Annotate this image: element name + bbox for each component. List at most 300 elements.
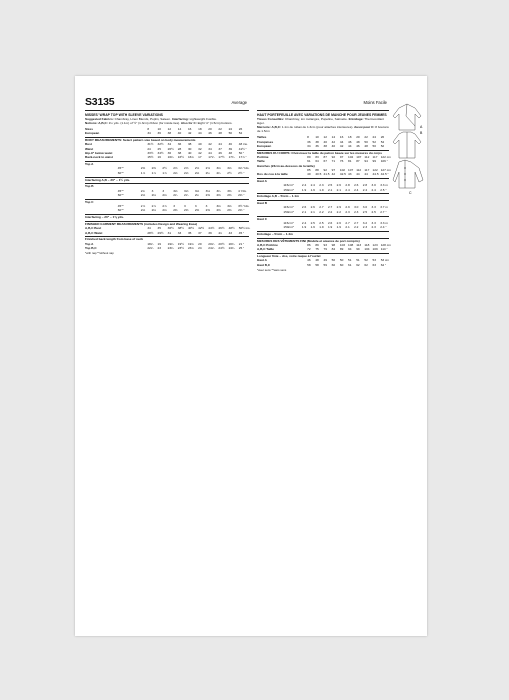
- table-cell: 87: [356, 159, 360, 164]
- row-label: [257, 225, 283, 229]
- table-cell: 109: [372, 247, 378, 252]
- row-sub-label: 115cm*: [283, 205, 294, 210]
- table-cell: 32: [198, 146, 202, 151]
- table-cell: 79: [323, 247, 327, 252]
- row-label: [85, 193, 118, 197]
- table-cell: 2⅜: [184, 208, 189, 213]
- table-cell: 1⅞: [151, 170, 156, 175]
- table-cell: 3⅛: [227, 204, 232, 209]
- table-cell: 72: [307, 247, 311, 252]
- table-cell: 2.3: [345, 209, 350, 214]
- measurement-table: [257, 243, 389, 252]
- table-cell: 2.3: [354, 209, 359, 214]
- measurement-table: [257, 155, 389, 176]
- row-label: A,B,C Waist: [85, 230, 103, 235]
- table-cell: 3⅛: [216, 166, 221, 171]
- table-cell: 8: [147, 127, 150, 132]
- measurement-table: [85, 166, 249, 175]
- table-cell: 108: [348, 243, 354, 248]
- table-cell: 128 cm: [380, 243, 391, 248]
- table-cell: 3⅛: [216, 204, 221, 209]
- table-cell: 49: [323, 258, 327, 263]
- table-cell: 127 cm: [380, 167, 391, 172]
- back-length-heading: Finished back length from base of neck: [85, 236, 249, 241]
- measurement-table: [257, 258, 389, 267]
- table-cell: 2¼: [205, 170, 210, 175]
- table-row: [257, 172, 389, 176]
- garment-title: HAUT PORTEFEUILLE AVEC VARIATIONS DE MANCHE POUR JEUNES FEMMES: [257, 112, 387, 117]
- table-cell: 60: [331, 262, 336, 267]
- table-cell: 25 ": [238, 245, 245, 250]
- row-sub-label: 115cm*: [283, 183, 294, 188]
- table-cell: 26: [238, 127, 243, 132]
- table-cell: 36: [167, 151, 172, 156]
- table-cell: 39: [208, 230, 212, 235]
- fabrics-text: [257, 117, 389, 125]
- table-cell: 2⅛: [151, 192, 156, 197]
- table-cell: 51: [348, 258, 352, 263]
- table-cell: 64: [315, 159, 319, 164]
- row-label: Hanches (23cm au-dessous de la taille): [257, 163, 315, 168]
- table-cell: 46: [208, 131, 212, 136]
- table-row: [85, 155, 249, 159]
- table-cell: 2.4: [301, 183, 307, 188]
- table-cell: 24¼: [208, 245, 215, 250]
- table-cell: 2¼: [194, 192, 200, 197]
- table-cell: 24: [228, 127, 233, 132]
- table-cell: 20½: [218, 241, 225, 246]
- table-cell: 2⅜ ": [238, 208, 245, 213]
- table-cell: 40: [331, 143, 336, 148]
- table-cell: 3: [162, 188, 165, 193]
- fabrics-value: Chambray, Lin mélangés, Popeline, Satinette.: [285, 116, 348, 121]
- table-cell: 2¼: [216, 170, 221, 175]
- table-cell: 3.0: [354, 205, 359, 210]
- table-cell: 17⅞ ": [238, 155, 247, 160]
- table-cell: 86: [307, 243, 311, 248]
- table-cell: 48: [356, 139, 360, 144]
- table-cell: 98: [331, 243, 336, 248]
- table-cell: 2.5: [362, 209, 368, 214]
- table-cell: 42: [331, 139, 336, 144]
- table-cell: 35: [157, 226, 161, 231]
- table-cell: 44½: [208, 226, 215, 231]
- table-row: [257, 210, 389, 214]
- table-cell: 2.6: [327, 220, 333, 225]
- table-cell: 2.5: [327, 183, 333, 188]
- table-cell: 3: [173, 204, 175, 209]
- table-cell: 58: [307, 262, 311, 267]
- table-cell: 2½: [162, 166, 167, 171]
- table-cell: 2.4: [371, 187, 376, 192]
- table-cell: 2½: [227, 170, 232, 175]
- measurement-table: [85, 127, 249, 136]
- table-cell: 24: [198, 245, 202, 250]
- measurement-table: [257, 135, 389, 148]
- table-cell: 48: [364, 143, 368, 148]
- table-cell: 4 Yds.: [238, 188, 247, 193]
- table-cell: 107: [348, 167, 354, 172]
- table-cell: 34: [208, 146, 212, 151]
- table-cell: 52: [238, 131, 243, 136]
- row-sub-label: 60"*: [117, 192, 124, 197]
- table-cell: 33½: [147, 151, 154, 156]
- table-row: [85, 246, 249, 250]
- table-cell: 2.1: [336, 187, 341, 192]
- table-cell: 2⅜: [205, 192, 210, 197]
- table-cell: 2.4: [354, 187, 359, 192]
- table-cell: 2⅜: [216, 208, 221, 213]
- table-cell: 94: [348, 247, 352, 252]
- table-cell: 24½: [218, 245, 225, 250]
- table-cell: 12: [323, 135, 327, 140]
- table-cell: 104: [364, 247, 370, 252]
- table-cell: 2.7: [319, 205, 324, 210]
- table-cell: 31½: [147, 142, 154, 147]
- table-cell: 2.4: [301, 220, 307, 225]
- table-cell: 2.4 ": [380, 225, 387, 230]
- header: [257, 96, 389, 109]
- table-cell: 23½: [177, 245, 184, 250]
- table-cell: 93: [323, 243, 327, 248]
- table-cell: 12: [167, 127, 172, 132]
- interfacing-value: Thermocollant léger.: [257, 116, 384, 125]
- pattern-number: S3135: [85, 96, 115, 108]
- table-cell: 2.7 ": [380, 209, 387, 214]
- table-cell: 46: [348, 139, 352, 144]
- table-cell: 51: [356, 258, 360, 263]
- table-cell: 112: [356, 167, 362, 172]
- divider: [85, 110, 249, 111]
- table-cell: 102: [339, 167, 346, 172]
- table-cell: 44: [208, 151, 212, 156]
- table-cell: 2.1: [301, 209, 307, 214]
- table-cell: 2⅝: [173, 166, 178, 171]
- yardage-amount: – 20" – 1¼ yds.: [107, 177, 131, 182]
- table-cell: 2⅜: [194, 208, 200, 213]
- table-cell: 54: [380, 139, 385, 144]
- table-cell: 2.3: [362, 225, 368, 230]
- table-cell: 48½: [228, 226, 235, 231]
- table-cell: 123: [372, 243, 378, 248]
- table-cell: 2⅜: [227, 208, 232, 213]
- table-cell: 2⅜ ": [238, 192, 245, 197]
- english-column: [85, 96, 249, 255]
- row-sub-label: 60"*: [117, 170, 124, 175]
- table-cell: 89: [339, 247, 344, 252]
- table-cell: 40: [177, 131, 182, 136]
- table-cell: 1.9: [310, 187, 315, 192]
- table-cell: 2.9: [336, 205, 341, 210]
- view-yardage-label: Haut B: [257, 200, 389, 205]
- table-cell: 2¼: [184, 192, 189, 197]
- table-cell: 71: [331, 159, 336, 164]
- table-cell: 99: [372, 159, 376, 164]
- row-label: Haut B,C: [257, 262, 271, 267]
- row-label: Tailles: [257, 135, 267, 140]
- table-cell: 38: [167, 131, 172, 136]
- table-cell: 38: [177, 151, 182, 156]
- row-label: Haut A: [257, 258, 267, 263]
- table-cell: 113: [356, 243, 362, 248]
- table-cell: 17½: [218, 155, 225, 160]
- table-cell: 2.6: [301, 205, 307, 210]
- yardage-label: Entoilage: [257, 231, 271, 236]
- interfacing-yardage: [257, 193, 389, 198]
- table-cell: 36: [177, 142, 182, 147]
- table-cell: 17¾: [228, 155, 235, 160]
- table-cell: 3¼: [216, 188, 221, 193]
- difficulty-level: Average: [231, 100, 247, 105]
- measurement-table: [257, 221, 389, 230]
- top-front-back-drawing: [393, 104, 421, 158]
- table-cell: 2.5: [371, 209, 376, 214]
- row-sub-label: 115cm*: [283, 220, 294, 225]
- pattern-envelope-back: [75, 76, 427, 636]
- measurement-table: [85, 142, 249, 159]
- table-cell: 2⅝: [184, 166, 189, 171]
- table-cell: 3⅛: [227, 166, 232, 171]
- yardage-label: Interfacing A,B: [85, 177, 107, 182]
- table-cell: 52: [372, 139, 376, 144]
- table-cell: 28½: [147, 230, 154, 235]
- body-measurements-heading: BODY MEASUREMENTS: Select pattern size based on body measurements: [85, 137, 249, 142]
- row-label: Dos du cou à la taille: [257, 172, 288, 177]
- notions-label: Mercerie: A,B,C:: [257, 125, 281, 130]
- table-cell: 3.3 m: [380, 220, 388, 225]
- table-cell: 1.9: [327, 225, 333, 230]
- table-cell: 2.4: [362, 187, 368, 192]
- table-cell: 35: [187, 230, 192, 235]
- interfacing-yardage: [85, 177, 249, 182]
- table-cell: 41½ ": [238, 146, 247, 151]
- table-cell: 1.9: [319, 187, 324, 192]
- table-cell: 52: [364, 258, 368, 263]
- sleeve-variation-drawing: [393, 160, 423, 188]
- table-cell: 40½: [187, 226, 194, 231]
- table-cell: 38: [323, 143, 327, 148]
- row-label: Taille: [257, 159, 265, 164]
- table-cell: 26½: [167, 146, 174, 151]
- table-cell: 106 ": [380, 159, 388, 164]
- measurement-table: [85, 226, 249, 235]
- row-label: Top B,C: [85, 245, 97, 250]
- table-cell: 122 cm: [380, 154, 391, 159]
- table-row: [85, 193, 249, 197]
- table-cell: 114 ": [380, 247, 388, 252]
- table-cell: 2.8: [362, 183, 368, 188]
- table-cell: 117: [372, 154, 378, 159]
- row-sub-label: 60"*: [117, 208, 124, 213]
- table-cell: 3⅛: [194, 188, 200, 193]
- table-cell: 16: [339, 135, 344, 140]
- table-cell: 44.5 ": [380, 172, 389, 177]
- table-cell: 89: [315, 243, 319, 248]
- table-cell: 45 ": [238, 230, 245, 235]
- table-cell: 2⅝: [194, 166, 200, 171]
- difficulty-level: Moins Facile: [363, 100, 387, 105]
- table-cell: 1⅞: [162, 170, 167, 175]
- table-cell: 36: [157, 131, 161, 136]
- table-cell: 62: [364, 262, 368, 267]
- table-cell: 2.6: [354, 183, 359, 188]
- table-cell: 20: [356, 135, 360, 140]
- table-cell: 2⅛: [140, 192, 146, 197]
- table-cell: 40.5: [315, 172, 322, 177]
- row-label: Back-neck to waist: [85, 155, 113, 160]
- table-cell: 41: [218, 230, 222, 235]
- table-cell: 118: [364, 243, 370, 248]
- table-cell: 38½: [177, 226, 184, 231]
- table-cell: 34½: [157, 151, 164, 156]
- table-cell: 21 ": [238, 241, 245, 246]
- table-cell: 46: [228, 142, 233, 147]
- table-cell: 87: [323, 154, 327, 159]
- measurement-table: [85, 242, 249, 251]
- fabrics-value: Chambray, Linen Blends, Poplin, Sateen.: [114, 116, 171, 121]
- table-cell: 19: [157, 241, 161, 246]
- table-cell: 61: [348, 262, 352, 267]
- table-cell: 20¾: [228, 241, 235, 246]
- table-row: [257, 247, 389, 251]
- table-cell: 17: [198, 155, 202, 160]
- table-cell: 50: [364, 139, 368, 144]
- row-label: [257, 210, 283, 214]
- row-label: A,B,C Bust: [85, 226, 102, 231]
- table-cell: 2⅛: [184, 170, 189, 175]
- table-cell: 41.5: [323, 172, 330, 177]
- table-cell: 22¼: [147, 245, 154, 250]
- table-cell: 2.6: [336, 183, 341, 188]
- notions-value: 1¼ yds. (1.1m) of ½" (1.3cm) ribbon (for inside ties).: [108, 121, 181, 125]
- interfacing-yardage: [85, 214, 249, 219]
- table-cell: 2.3: [319, 183, 324, 188]
- notions-text: [257, 125, 389, 133]
- french-column: [257, 96, 389, 272]
- table-cell: 2.2: [336, 209, 341, 214]
- table-cell: 58: [315, 262, 319, 267]
- table-row: [257, 188, 389, 192]
- table-cell: 10: [157, 127, 161, 132]
- table-cell: 2.5: [310, 220, 315, 225]
- table-cell: 10: [315, 135, 319, 140]
- table-cell: 22: [364, 135, 368, 140]
- view-yardage-label: Top B: [85, 183, 249, 188]
- table-cell: 40: [307, 172, 311, 177]
- table-cell: 2⅞: [151, 204, 156, 209]
- table-cell: 2.2: [319, 209, 324, 214]
- fabrics-label: Suggested Fabrics:: [85, 116, 114, 121]
- table-cell: 28: [177, 146, 182, 151]
- table-cell: 53 cm: [380, 258, 390, 263]
- table-cell: 18: [198, 127, 202, 132]
- table-cell: 112: [364, 154, 370, 159]
- table-cell: 29½: [157, 230, 164, 235]
- row-label: A,B,C Taille: [257, 247, 274, 252]
- table-cell: 50: [372, 143, 376, 148]
- table-cell: 2.5 ": [380, 187, 387, 192]
- fabrics-label: Tissus Conseillés:: [257, 116, 285, 121]
- table-cell: 2.1: [345, 225, 350, 230]
- table-cell: 36: [315, 143, 319, 148]
- table-cell: 2¾: [140, 188, 146, 193]
- table-cell: 40: [198, 142, 202, 147]
- table-cell: 117: [364, 167, 370, 172]
- table-cell: 1.9: [336, 225, 341, 230]
- finished-measurements-heading: FINISHED GARMENT MEASUREMENTS (includes Design and Wearing Ease): [85, 221, 249, 226]
- yardage-amount: – 51cm – 1.1m: [277, 194, 299, 199]
- back-length-heading: Longueur finie – dos, votre nuque à l'ourlet: [257, 253, 389, 258]
- table-cell: 102: [348, 154, 354, 159]
- table-row: [85, 171, 249, 175]
- table-cell: 3.7 m: [380, 205, 388, 210]
- table-cell: 2.7: [354, 220, 359, 225]
- table-cell: 2⅜: [140, 166, 146, 171]
- table-cell: 59: [323, 262, 327, 267]
- table-cell: 19¼: [167, 241, 174, 246]
- table-cell: 48: [228, 151, 233, 156]
- table-cell: 16¾: [187, 155, 194, 160]
- measurement-table: [85, 189, 249, 198]
- table-cell: 38: [315, 139, 319, 144]
- table-cell: 2⅛: [140, 208, 146, 213]
- garment-title: MISSES' WRAP TOP WITH SLEEVE VARIATIONS: [85, 112, 163, 117]
- table-cell: 3.2: [362, 220, 368, 225]
- table-cell: 2⅛: [194, 170, 200, 175]
- table-cell: 44: [339, 139, 344, 144]
- row-label: Poitrine: [257, 154, 269, 159]
- table-cell: 24: [372, 135, 376, 140]
- row-label: Bust: [85, 142, 92, 147]
- table-cell: 84: [331, 247, 336, 252]
- table-row: [257, 263, 389, 267]
- table-cell: 33: [177, 230, 182, 235]
- table-cell: 26: [380, 135, 385, 140]
- table-cell: 2⅝: [205, 166, 210, 171]
- view-yardage-label: Haut A: [257, 178, 389, 183]
- table-cell: 3.3: [371, 205, 376, 210]
- table-cell: 22: [218, 127, 222, 132]
- table-cell: 94: [364, 159, 368, 164]
- table-cell: 2.7: [345, 220, 350, 225]
- table-cell: 2⅞: [162, 204, 167, 209]
- table-cell: 36: [307, 139, 311, 144]
- table-cell: 37: [198, 230, 202, 235]
- table-cell: 99: [356, 247, 360, 252]
- table-cell: 17¼: [208, 155, 215, 160]
- table-cell: 1.9: [301, 225, 307, 230]
- interfacing-yardage: [257, 231, 389, 236]
- row-label: [85, 171, 118, 175]
- table-cell: 3½ Yds.: [238, 204, 250, 209]
- table-cell: 16: [157, 155, 161, 160]
- table-cell: 16½: [177, 155, 184, 160]
- divider: [257, 110, 389, 111]
- table-cell: 42½: [198, 226, 205, 231]
- table-cell: 32½: [157, 142, 164, 147]
- table-cell: 36½: [167, 226, 174, 231]
- row-label: A,B,C Poitrine: [257, 243, 278, 248]
- notions-label: Notions: A,B,C:: [85, 121, 108, 125]
- table-cell: 14: [331, 135, 336, 140]
- table-cell: 2.9: [345, 205, 350, 210]
- table-cell: 3⅛: [173, 188, 178, 193]
- row-label: Sizes: [85, 127, 93, 132]
- table-cell: 75: [315, 247, 319, 252]
- table-cell: 3⅛: [184, 188, 189, 193]
- table-cell: 50: [228, 131, 233, 136]
- row-sub-label: 45"*: [117, 188, 124, 193]
